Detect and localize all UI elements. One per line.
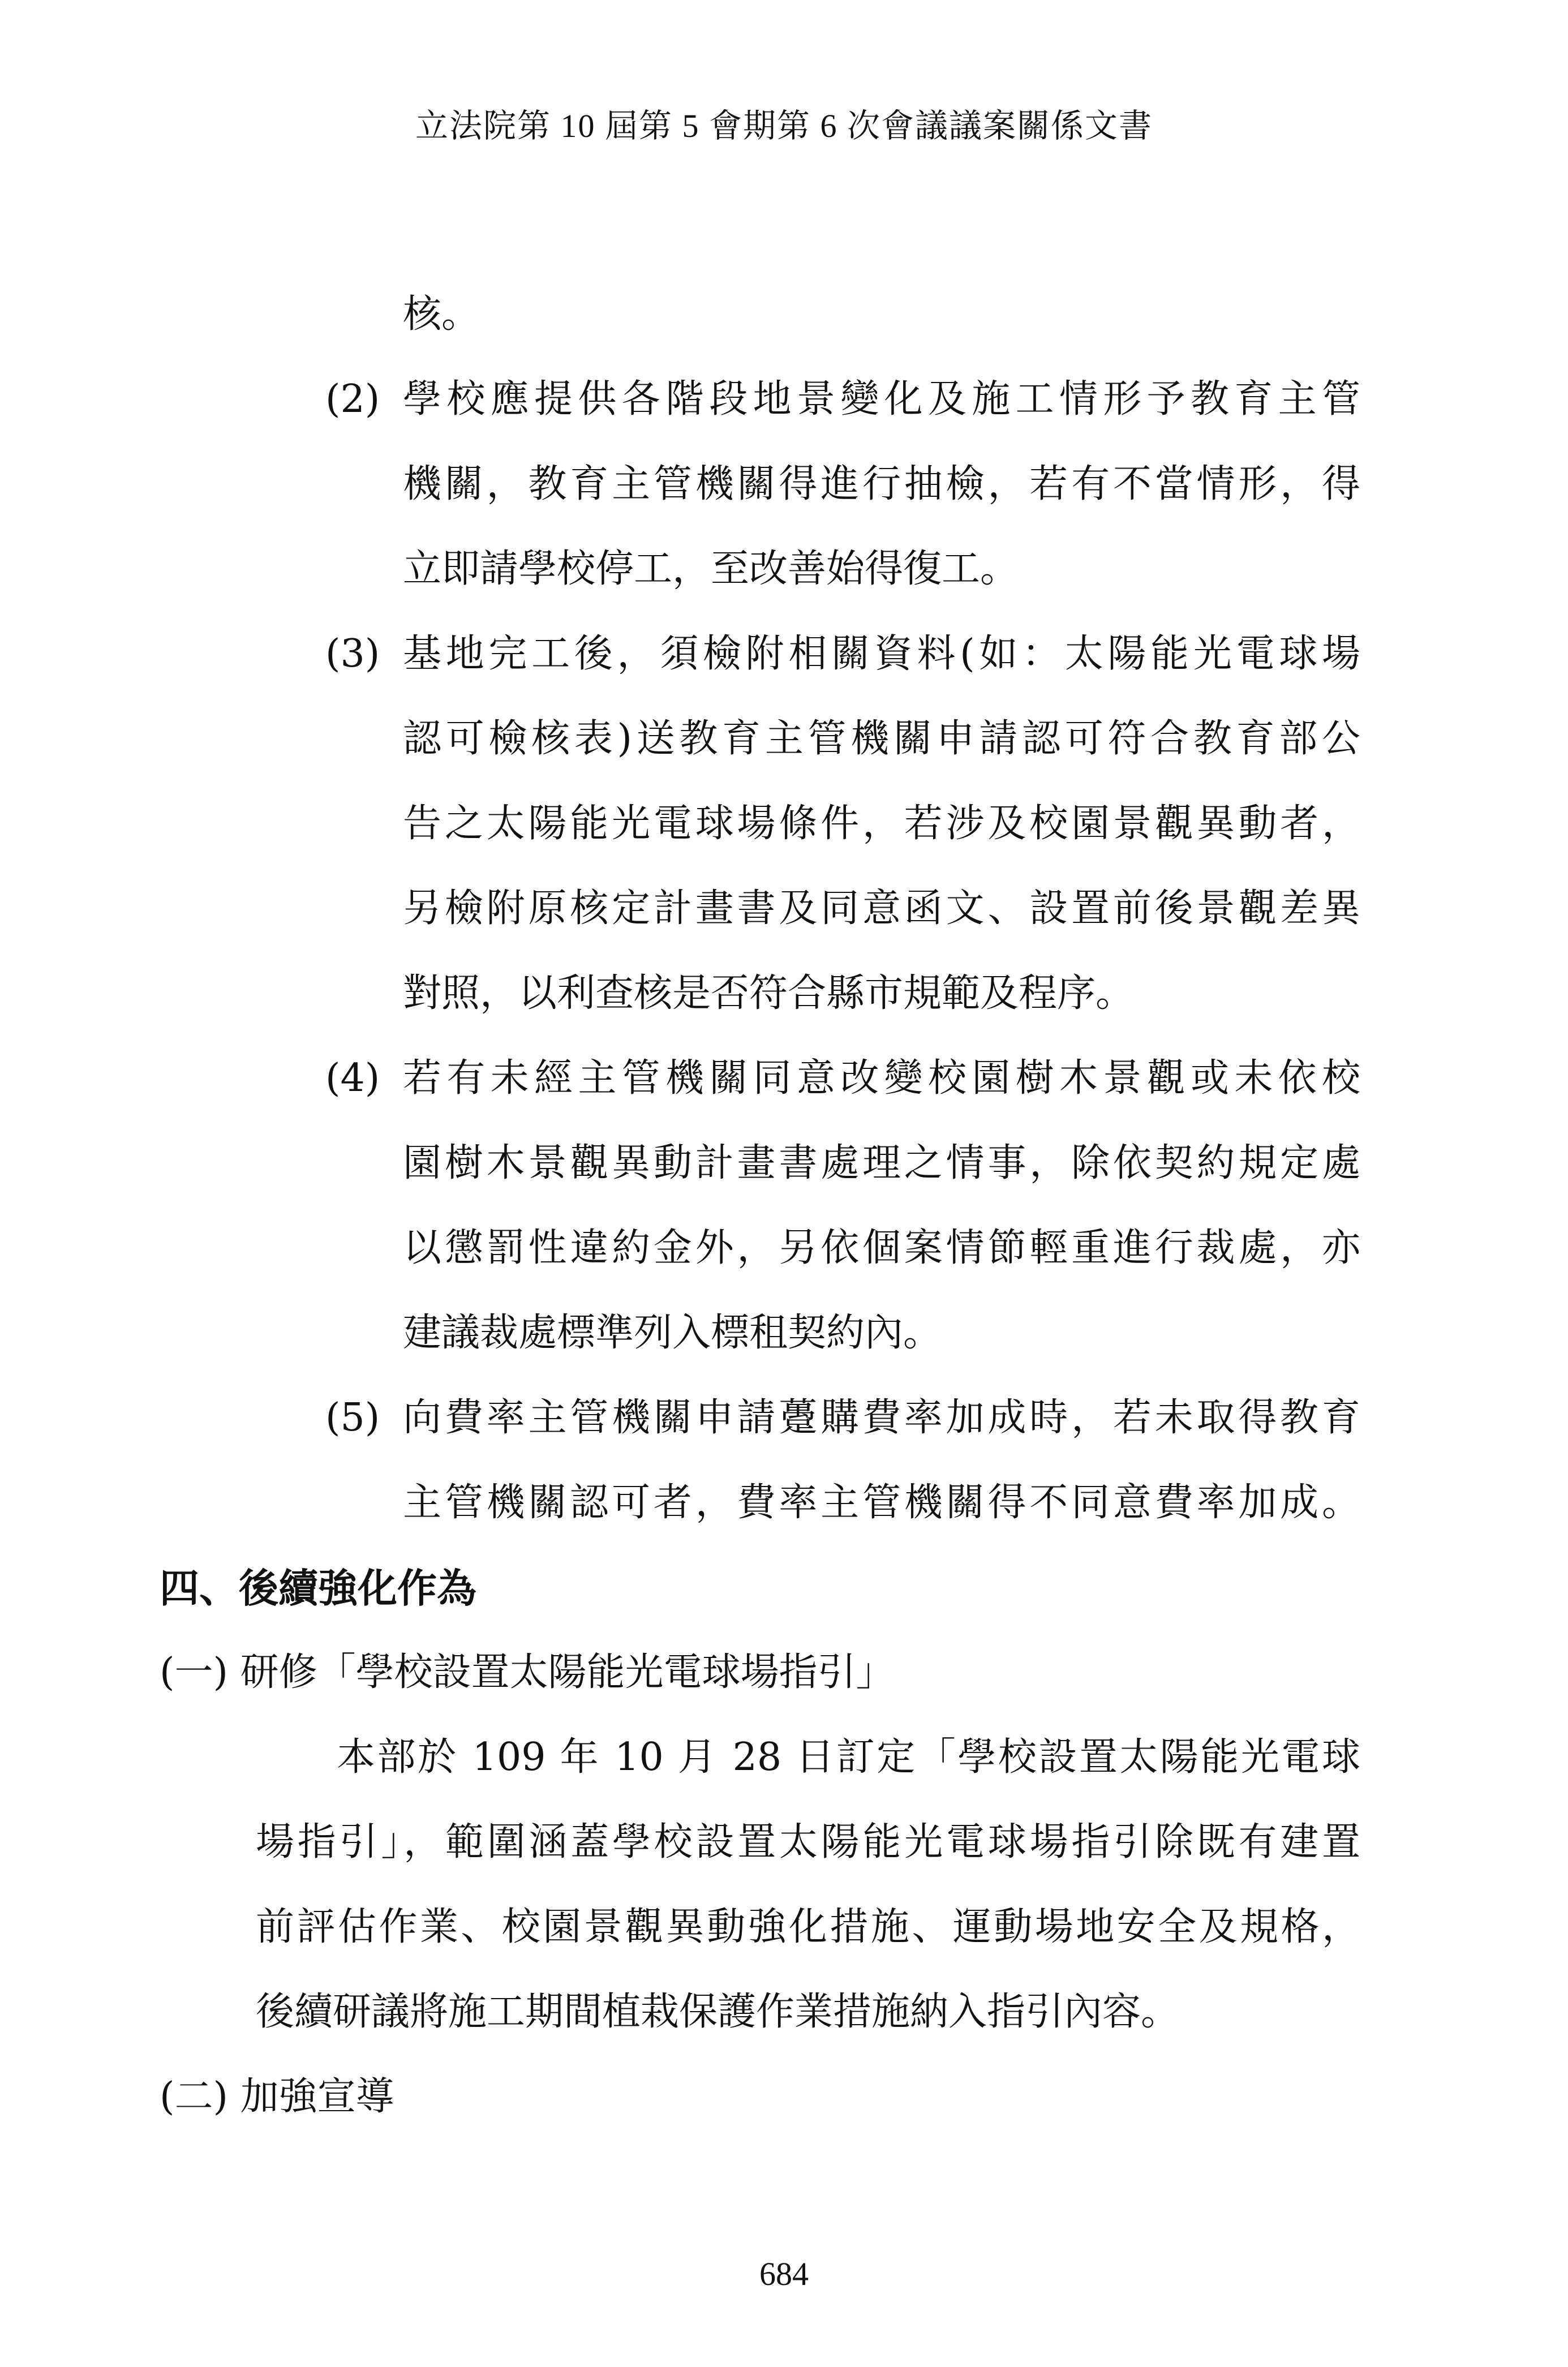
subsection-1-title: (一) 研修「學校設置太陽能光電球場指引」 xyxy=(160,1650,895,1695)
subsection-2-title: (二) 加強宣導 xyxy=(160,2074,394,2119)
item-3-line-3: 告之太陽能光電球場條件，若涉及校園景觀異動者， xyxy=(403,801,1360,846)
item-4-line-4: 建議裁處標準列入標租契約內。 xyxy=(403,1311,942,1355)
item-3-line-4: 另檢附原核定計畫書及同意函文、設置前後景觀差異 xyxy=(403,886,1360,931)
continuation-line: 核。 xyxy=(403,292,480,337)
document-header: 立法院第 10 屆第 5 會期第 6 次會議議案關係文書 xyxy=(415,108,1153,144)
item-number-2: (2) xyxy=(325,377,380,422)
item-3-line-5: 對照，以利查核是否符合縣市規範及程序。 xyxy=(403,971,1135,1016)
item-number-5: (5) xyxy=(325,1395,380,1440)
subsection-1-line-2: 場指引」，範圍涵蓋學校設置太陽能光電球場指引除既有建置 xyxy=(256,1820,1360,1865)
item-5-line-1: 向費率主管機關申請躉購費率加成時，若未取得教育 xyxy=(403,1395,1360,1440)
subsection-1-line-1: 本部於 109 年 10 月 28 日訂定「學校設置太陽能光電球 xyxy=(337,1735,1360,1780)
item-2-line-2: 機關，教育主管機關得進行抽檢，若有不當情形，得 xyxy=(403,462,1360,506)
item-3-line-2: 認可檢核表)送教育主管機關申請認可符合教育部公 xyxy=(403,716,1360,761)
item-2-line-1: 學校應提供各階段地景變化及施工情形予教育主管 xyxy=(403,377,1360,422)
item-4-line-3: 以懲罰性違約金外，另依個案情節輕重進行裁處，亦 xyxy=(403,1226,1360,1270)
subsection-1-line-3: 前評估作業、校園景觀異動強化措施、運動場地安全及規格， xyxy=(256,1905,1360,1949)
section-heading: 四、後續強化作為 xyxy=(160,1565,476,1612)
subsection-1-line-4: 後續研議將施工期間植栽保護作業措施納入指引內容。 xyxy=(256,1990,1180,2034)
item-number-3: (3) xyxy=(325,632,380,676)
item-3-line-1: 基地完工後，須檢附相關資料(如：太陽能光電球場 xyxy=(403,632,1360,676)
item-number-4: (4) xyxy=(325,1056,380,1101)
item-5-line-2: 主管機關認可者，費率主管機關得不同意費率加成。 xyxy=(403,1480,1360,1525)
item-4-line-2: 園樹木景觀異動計畫書處理之情事，除依契約規定處 xyxy=(403,1141,1360,1185)
page-number: 684 xyxy=(759,2256,809,2292)
item-4-line-1: 若有未經主管機關同意改變校園樹木景觀或未依校 xyxy=(403,1056,1360,1101)
item-2-line-3: 立即請學校停工，至改善始得復工。 xyxy=(403,547,1019,591)
